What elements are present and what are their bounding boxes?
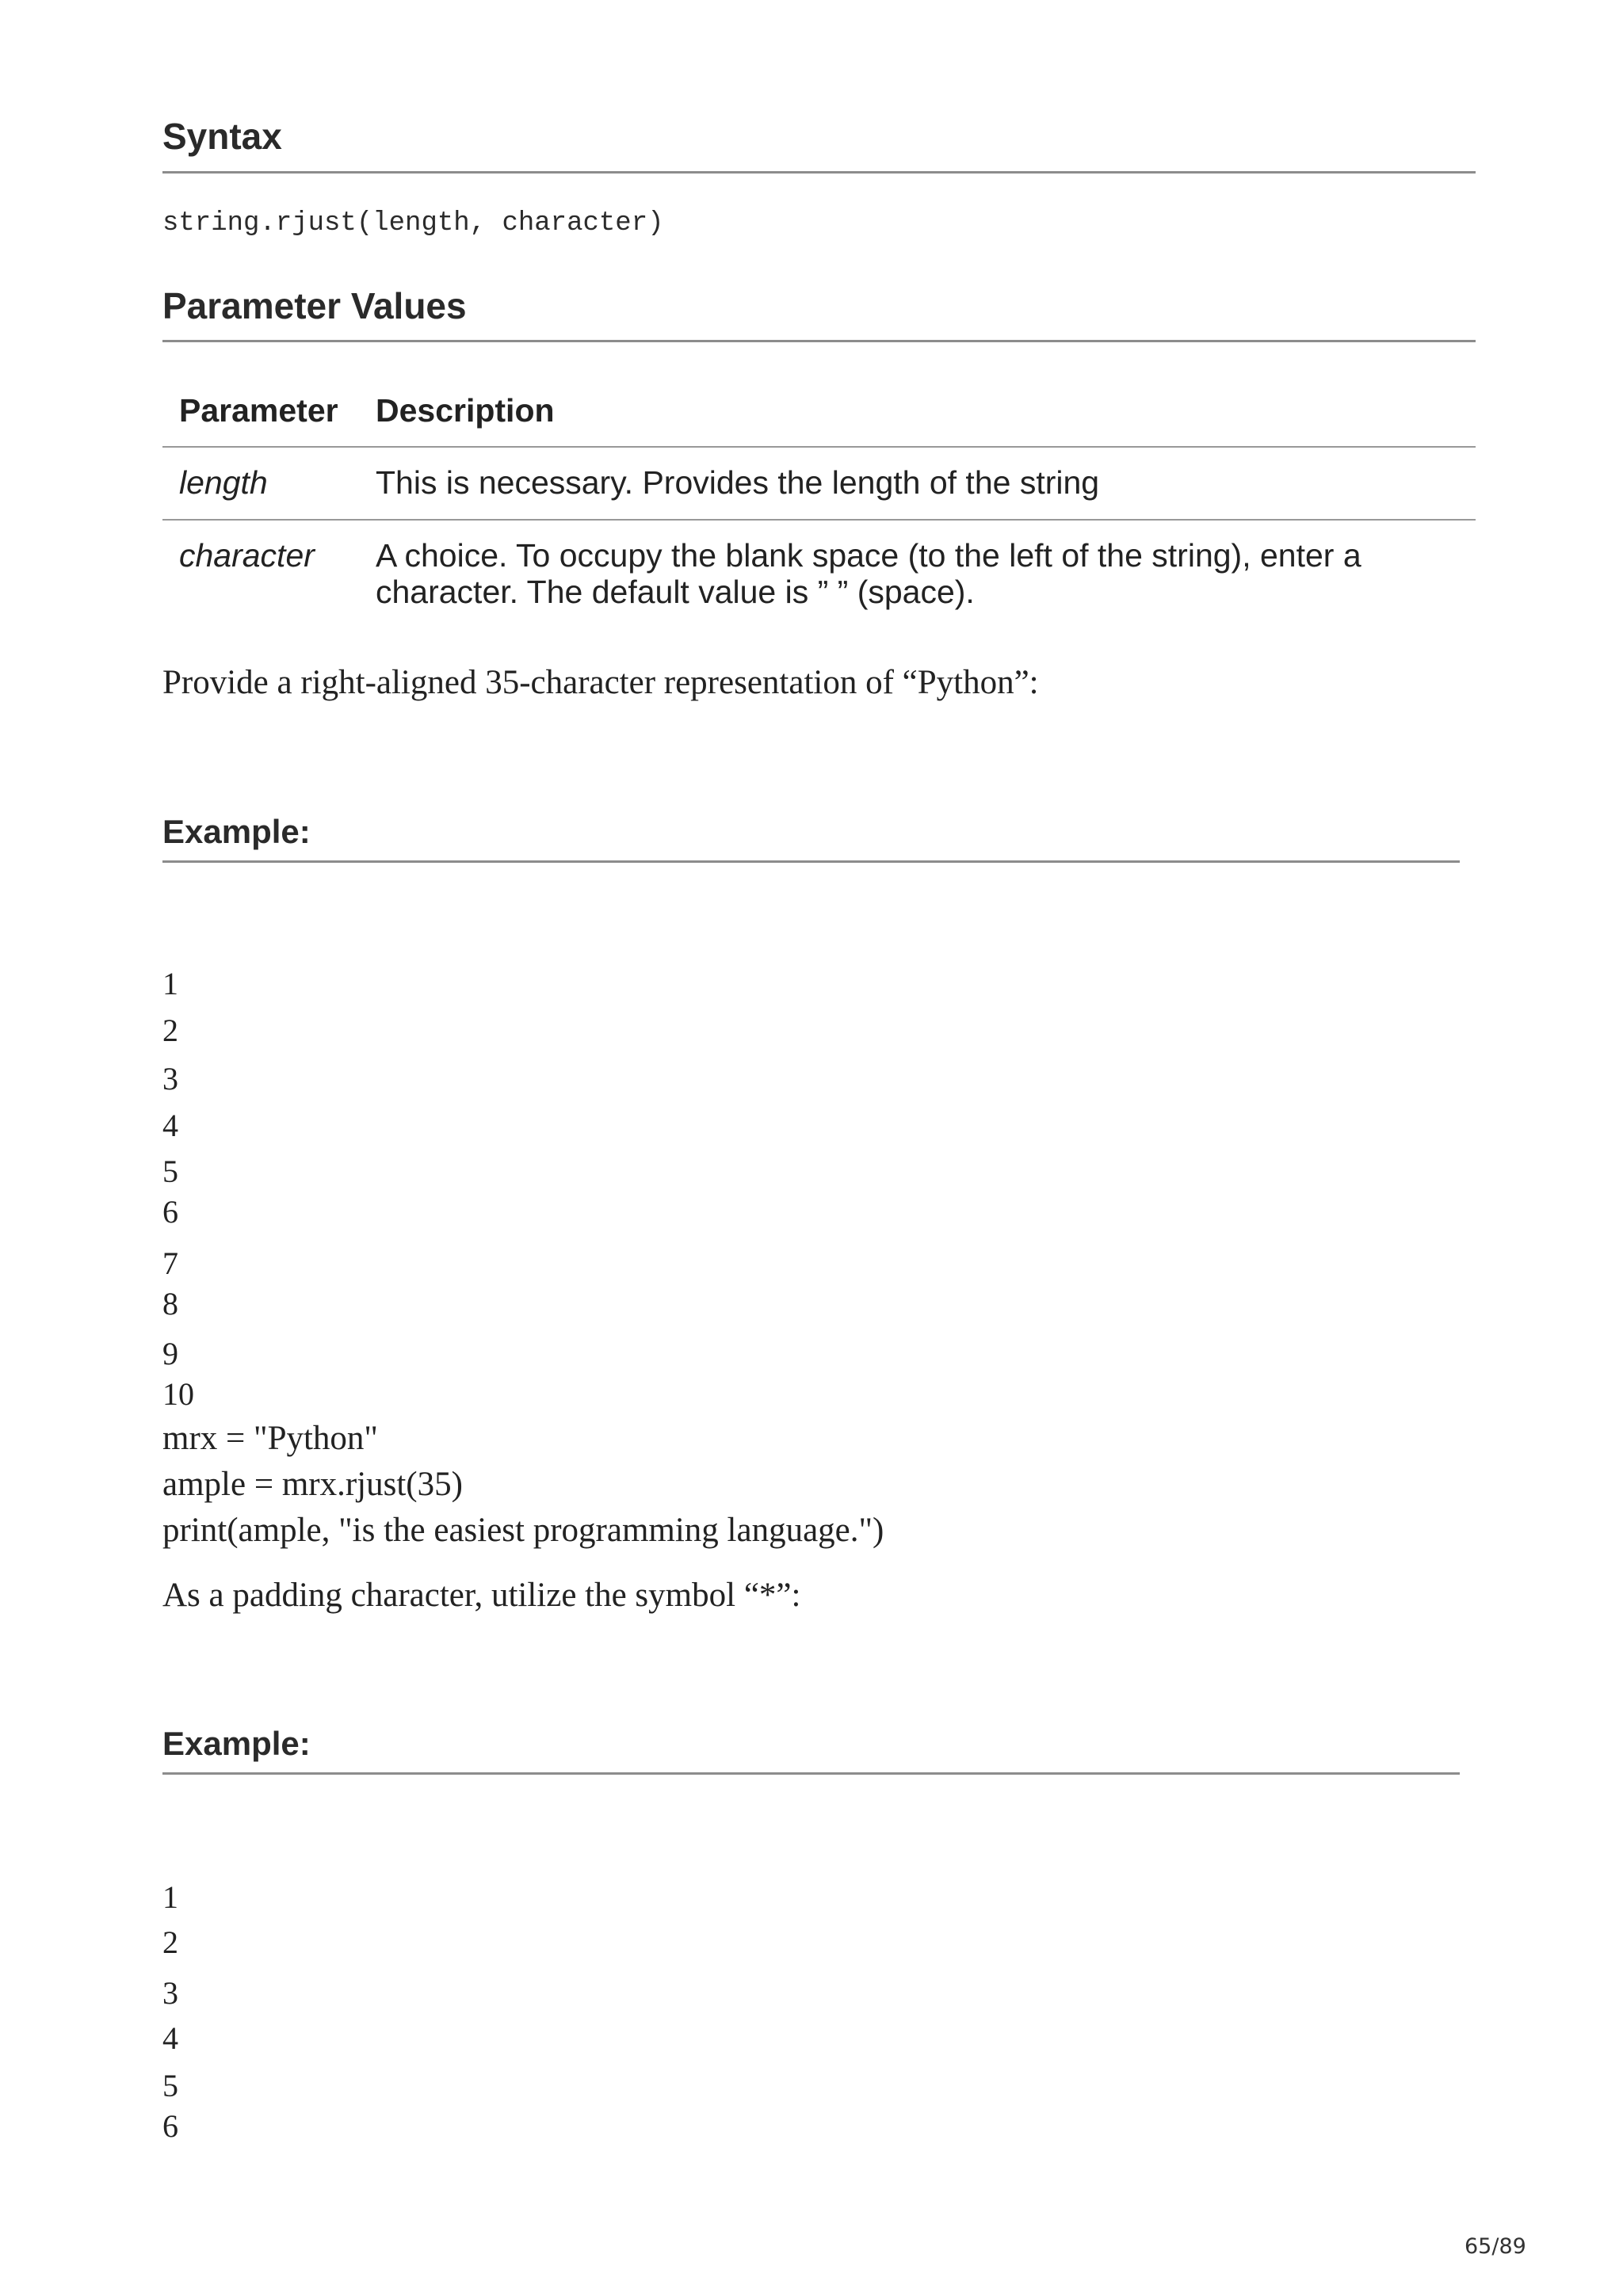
line-number: 2 (162, 1924, 178, 1960)
syntax-heading: Syntax (162, 116, 282, 157)
table-row-rule (162, 519, 1476, 521)
example-2-heading-rule (162, 1772, 1460, 1775)
line-number: 5 (162, 2068, 178, 2103)
line-number: 1 (162, 966, 178, 1001)
table-row-2-description-line-1: A choice. To occupy the blank space (to the left of the string), enter a (376, 537, 1361, 574)
line-number: 4 (162, 2020, 178, 2056)
intro-paragraph: Provide a right-aligned 35-character representation of “Python”: (162, 664, 1039, 701)
line-number: 8 (162, 1286, 178, 1322)
line-number: 7 (162, 1245, 178, 1281)
table-header-description: Description (376, 392, 555, 429)
table-row-1-parameter: length (179, 464, 268, 501)
page-number: 65/89 (1465, 2234, 1526, 2259)
line-number: 5 (162, 1154, 178, 1189)
example-1-heading: Example: (162, 813, 311, 850)
table-header-rule (162, 446, 1476, 448)
code-line: ample = mrx.rjust(35) (162, 1466, 463, 1503)
table-row-2-description-line-2: character. The default value is ” ” (space). (376, 574, 975, 610)
syntax-code: string.rjust(length, character) (162, 208, 664, 238)
example-2-heading: Example: (162, 1725, 311, 1762)
line-number: 6 (162, 2108, 178, 2144)
syntax-heading-rule (162, 171, 1476, 174)
line-number: 2 (162, 1013, 178, 1048)
table-row-2-parameter: character (179, 537, 315, 574)
line-number: 3 (162, 1061, 178, 1097)
line-number: 6 (162, 1194, 178, 1230)
code-line: mrx = "Python" (162, 1420, 378, 1457)
table-row-1-description: This is necessary. Provides the length of the string (376, 464, 1100, 501)
line-number: 3 (162, 1975, 178, 2011)
line-number: 10 (162, 1376, 194, 1412)
line-number: 4 (162, 1108, 178, 1143)
code-line: print(ample, "is the easiest programming language.") (162, 1512, 884, 1549)
padding-paragraph: As a padding character, utilize the symbol “*”: (162, 1577, 801, 1614)
parameter-values-heading: Parameter Values (162, 285, 467, 326)
line-number: 1 (162, 1879, 178, 1915)
example-1-heading-rule (162, 860, 1460, 863)
table-header-parameter: Parameter (179, 392, 338, 429)
line-number: 9 (162, 1336, 178, 1371)
parameter-values-heading-rule (162, 340, 1476, 342)
